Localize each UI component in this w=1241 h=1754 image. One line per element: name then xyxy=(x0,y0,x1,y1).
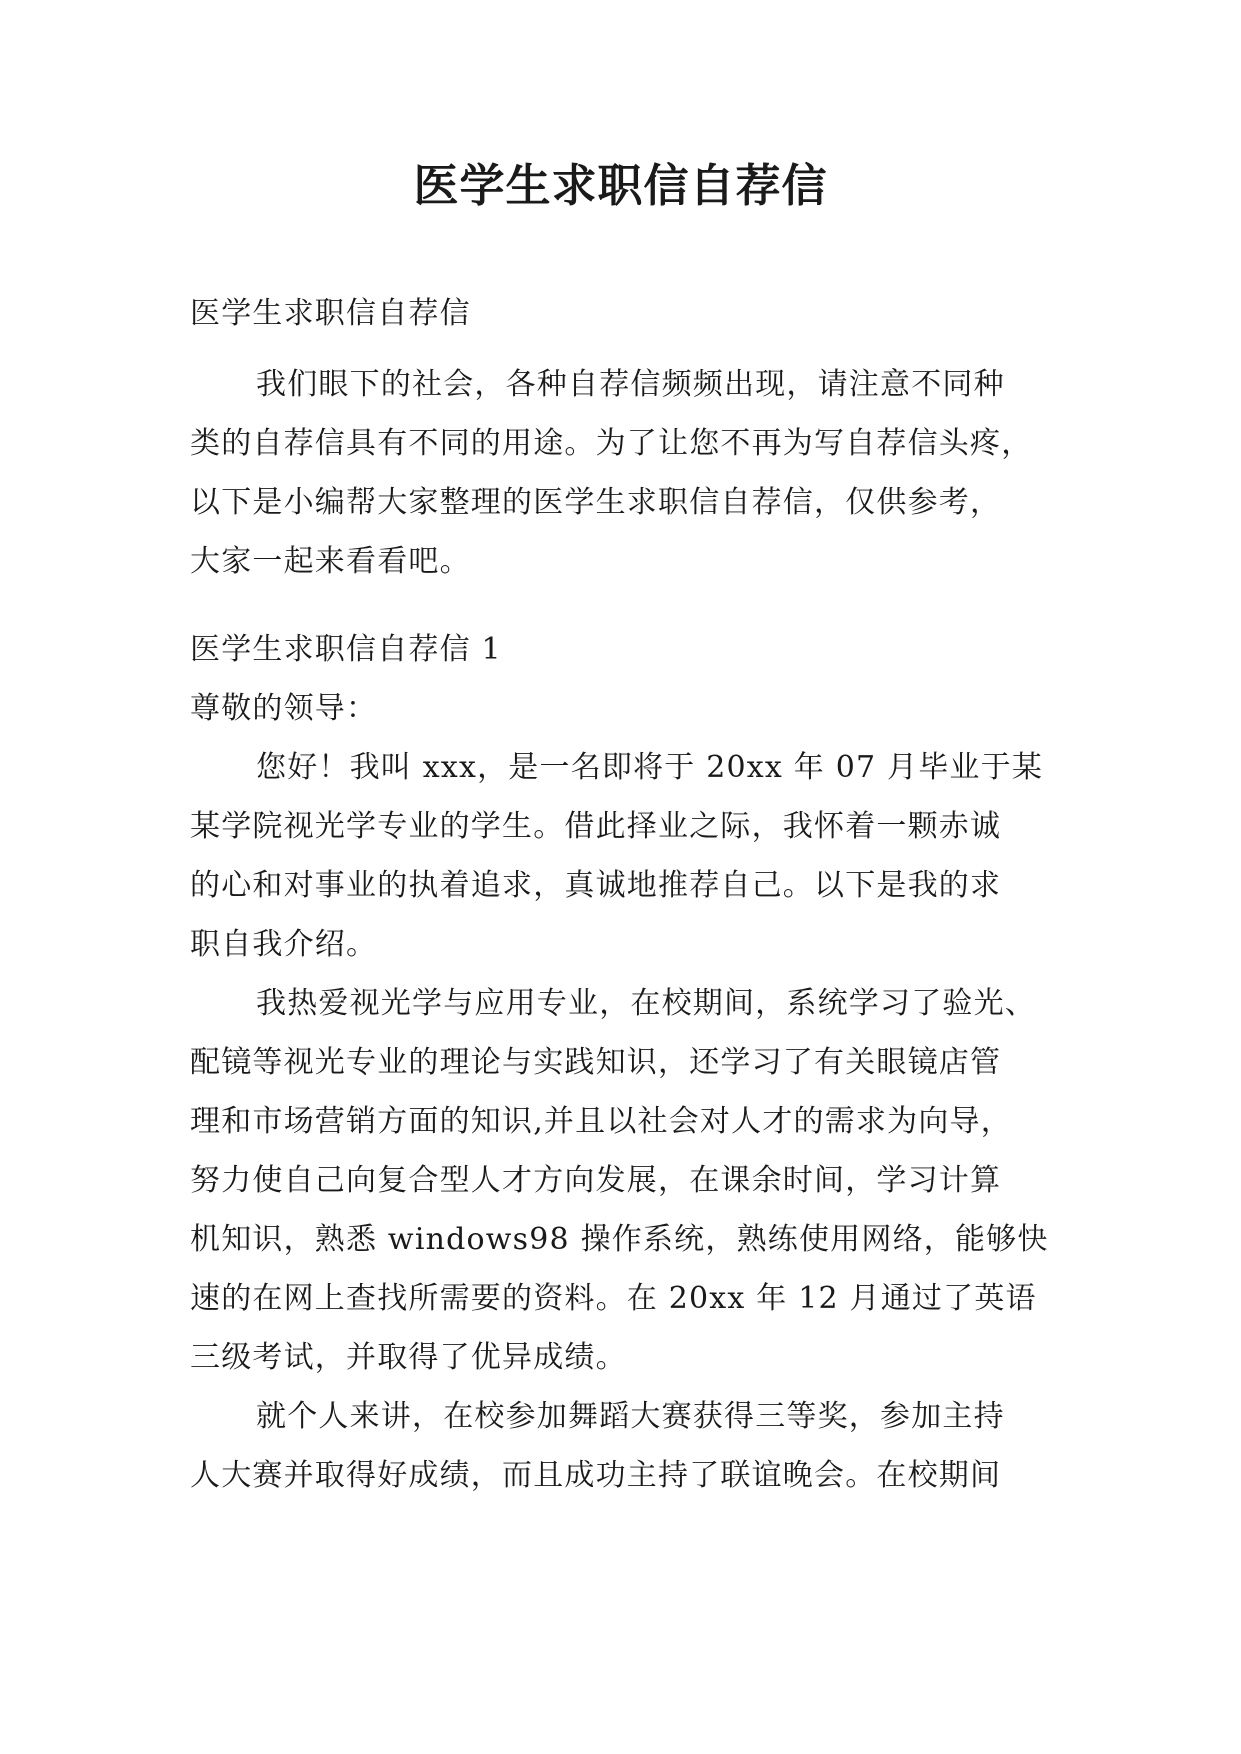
letter-body xyxy=(190,620,1070,1505)
paragraph-line: 人大赛并取得好成绩，而且成功主持了联谊晚会。在校期间 xyxy=(190,1458,1002,1493)
paragraph-line: 我热爱视光学与应用专业，在校期间，系统学习了验光、 xyxy=(256,986,1036,1021)
intro-line: 类的自荐信具有不同的用途。为了让您不再为写自荐信头疼， xyxy=(190,426,1033,461)
paragraph-line: 就个人来讲，在校参加舞蹈大赛获得三等奖，参加主持 xyxy=(256,1399,1005,1434)
paragraph-line: 理和市场营销方面的知识,并且以社会对人才的需求为向导， xyxy=(190,1104,1012,1139)
paragraph-line: 的心和对事业的执着追求，真诚地推荐自己。以下是我的求 xyxy=(190,868,1002,903)
subtitle-line: 医学生求职信自荐信 xyxy=(190,296,471,331)
document-title: 医学生求职信自荐信 xyxy=(413,159,828,212)
intro-line: 我们眼下的社会，各种自荐信频频出现，请注意不同种 xyxy=(256,367,1005,402)
section-heading: 医学生求职信自荐信 1 xyxy=(190,632,502,667)
intro-line: 以下是小编帮大家整理的医学生求职信自荐信，仅供参考， xyxy=(190,485,1002,520)
document-subtitle xyxy=(190,284,1070,343)
paragraph-line: 三级考试，并取得了优异成绩。 xyxy=(190,1340,627,1375)
salutation: 尊敬的领导： xyxy=(190,691,378,726)
paragraph-line: 职自我介绍。 xyxy=(190,927,378,962)
paragraph-line: 努力使自己向复合型人才方向发展，在课余时间，学习计算 xyxy=(190,1163,1002,1198)
paragraph-line: 速的在网上查找所需要的资料。在 20xx 年 12 月通过了英语 xyxy=(190,1281,1037,1316)
paragraph-line: 您好！我叫 xxx，是一名即将于 20xx 年 07 月毕业于某 xyxy=(256,750,1044,785)
intro-paragraph xyxy=(190,355,1070,591)
paragraph-line: 机知识，熟悉 windows98 操作系统，熟练使用网络，能够快 xyxy=(190,1222,1049,1257)
paragraph-line: 某学院视光学专业的学生。借此择业之际，我怀着一颗赤诚 xyxy=(190,809,1002,844)
paragraph-line: 配镜等视光专业的理论与实践知识，还学习了有关眼镜店管 xyxy=(190,1045,1002,1080)
intro-line: 大家一起来看看吧。 xyxy=(190,544,471,579)
